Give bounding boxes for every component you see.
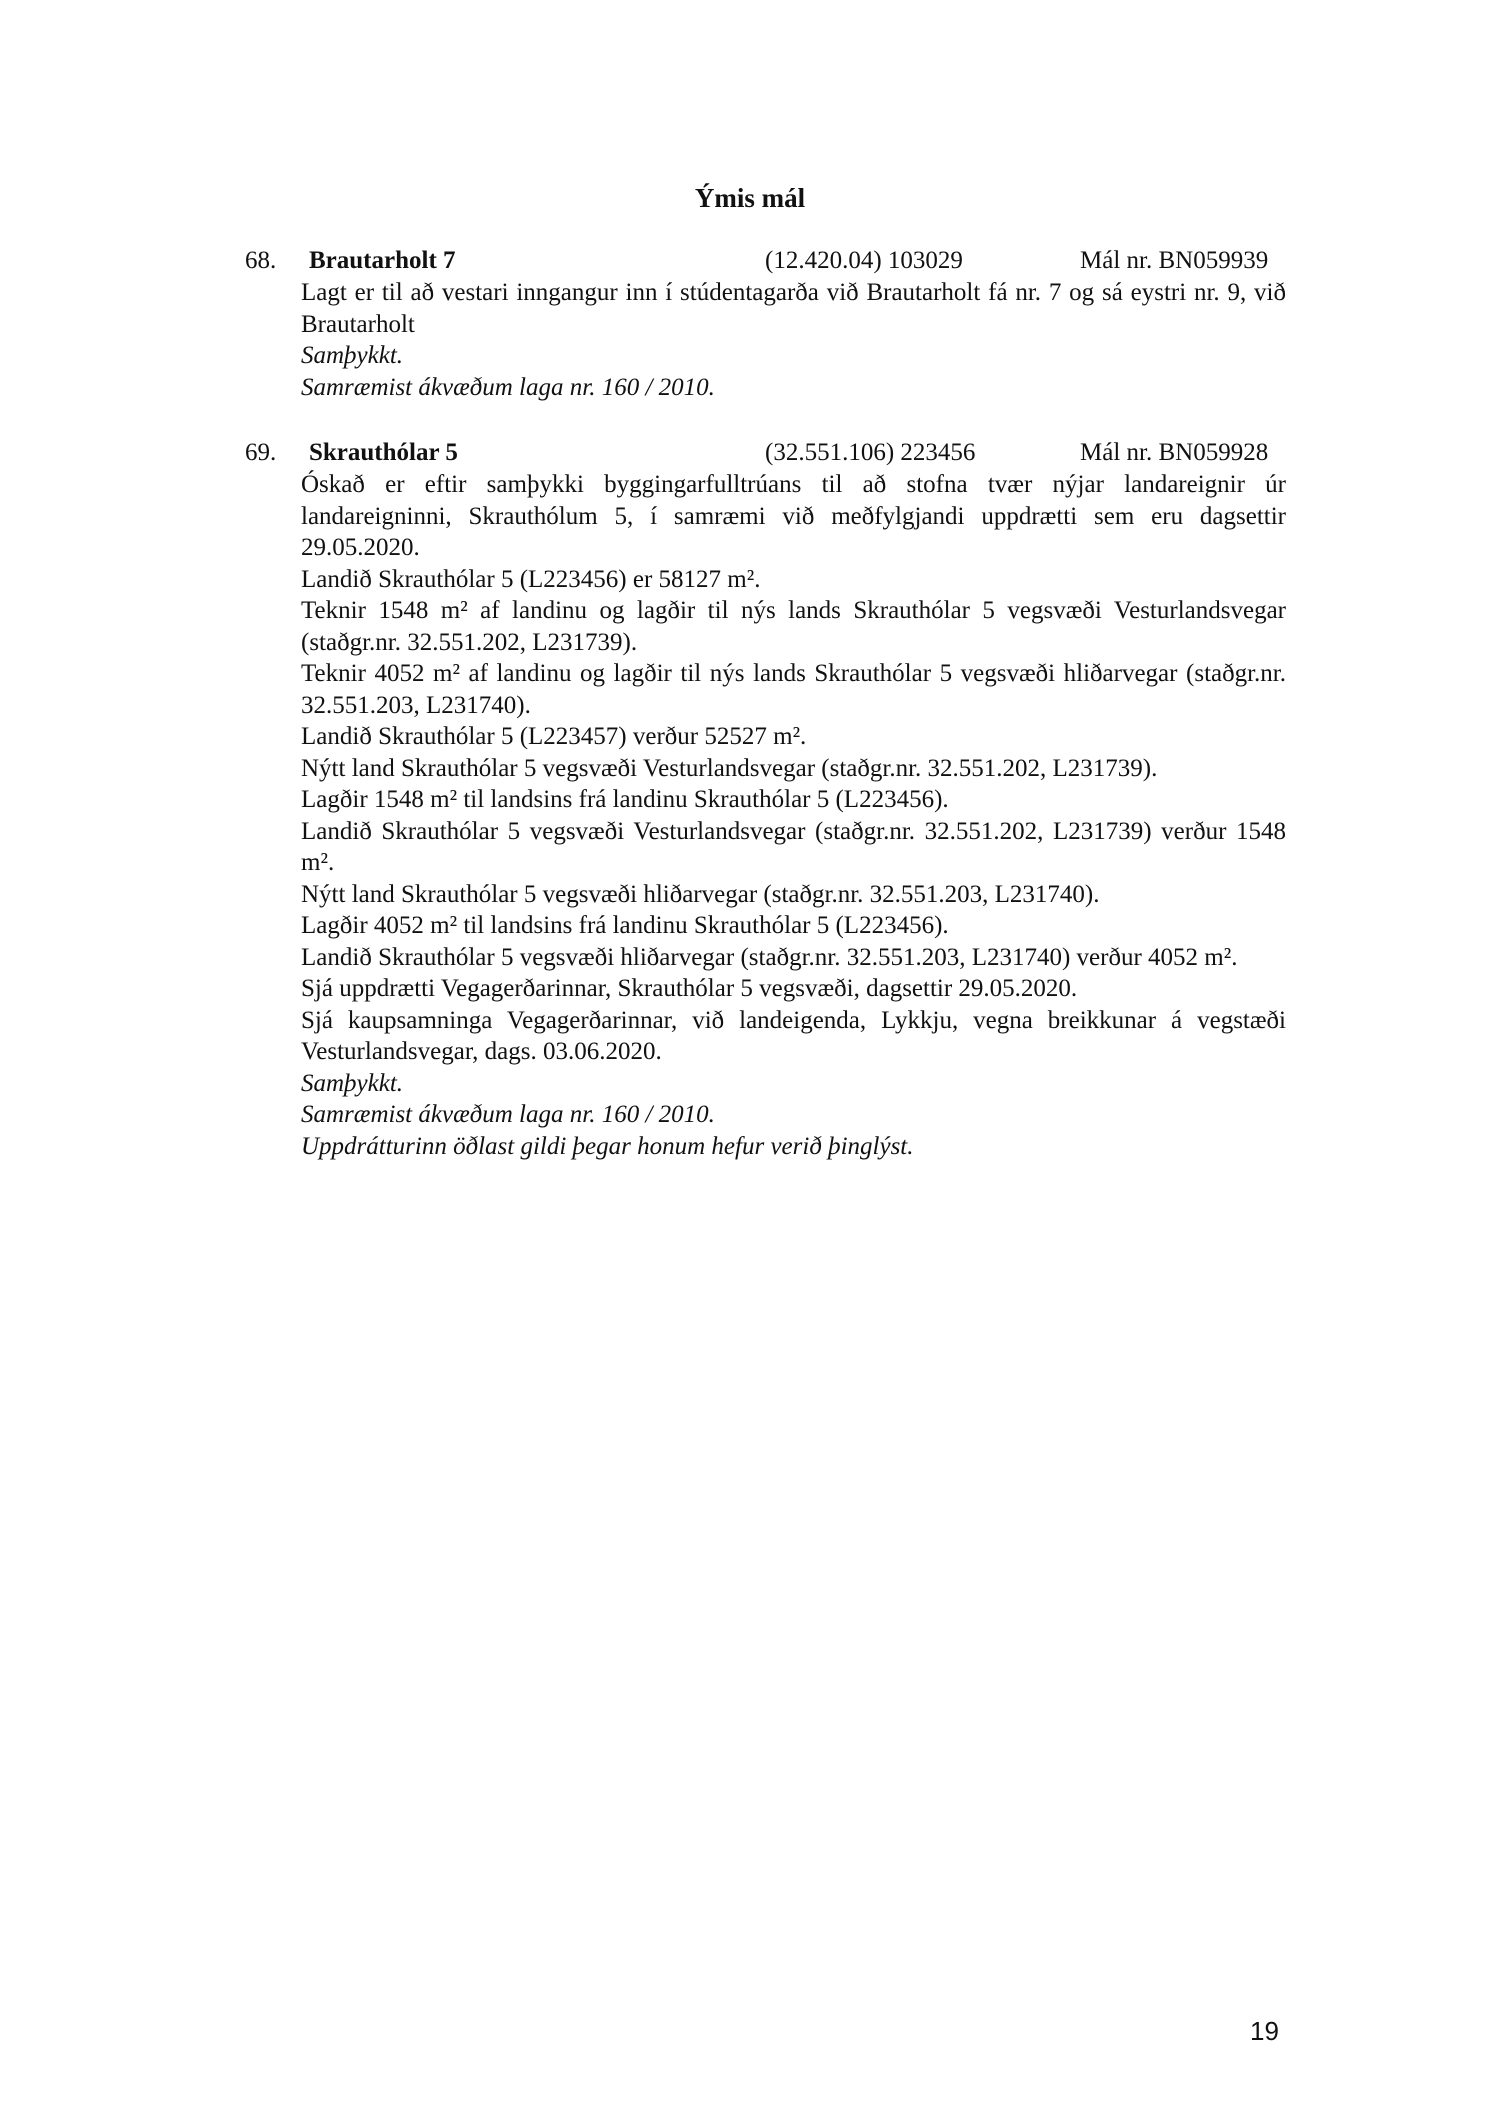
- case-header: [245, 245, 1285, 277]
- case-paragraph: Sjá uppdrætti Vegagerðarinnar, Skrauthólar 5 vegsvæði, dagsettir 29.05.2020.: [301, 975, 1078, 1002]
- case-note: Samræmist ákvæðum laga nr. 160 / 2010.: [301, 373, 715, 401]
- case-paragraph: Teknir 4052 m² af landinu og lagðir til nýs lands Skrauthólar 5 vegsvæði hliðarvegar (staðgr.nr. 32.551.203, L231740).: [301, 660, 1286, 719]
- case-paragraph: Nýtt land Skrauthólar 5 vegsvæði hliðarvegar (staðgr.nr. 32.551.203, L231740).: [301, 880, 1100, 908]
- case-paragraph: Landið Skrauthólar 5 vegsvæði hliðarvegar (staðgr.nr. 32.551.203, L231740) verður 4052 m².: [301, 943, 1238, 971]
- case-decision: Samþykkt.: [301, 1069, 404, 1097]
- case-paragraph: Lagðir 4052 m² til landsins frá landinu Skrauthólar 5 (L223456).: [301, 912, 949, 939]
- section-title: Ýmis mál: [694, 183, 806, 213]
- case-paragraph: Landið Skrauthólar 5 (L223456) er 58127 m².: [301, 565, 761, 593]
- case-paragraph: Óskað er eftir samþykki byggingarfulltrúans til að stofna tvær nýjar landareignir úr landareigninni, Skrauthólum 5, í samræmi við meðfylgjandi uppdrætti sem eru dagsettir 29.05.2020.: [301, 471, 1286, 561]
- case-paragraph: Sjá kaupsamninga Vegagerðarinnar, við landeigenda, Lykkju, vegna breikkunar á vegstæði Vesturlandsvegar, dags. 03.06.2020.: [301, 1006, 1286, 1065]
- case-number: 68.: [245, 247, 277, 274]
- case-paragraph: Lagt er til að vestari inngangur inn í stúdentagarða við Brautarholt fá nr. 7 og sá eystri nr. 9, við Brautarholt: [301, 279, 1286, 338]
- case-paragraph: Landið Skrauthólar 5 vegsvæði Vesturlandsvegar (staðgr.nr. 32.551.202, L231739) verður 1548 m².: [301, 817, 1286, 876]
- case-paragraph: Landið Skrauthólar 5 (L223457) verður 52527 m².: [301, 723, 807, 750]
- case-item: [245, 437, 1285, 1162]
- case-number: 69.: [245, 439, 277, 466]
- page-number: 19: [1250, 2016, 1279, 2046]
- case-paragraph: Teknir 1548 m² af landinu og lagðir til nýs lands Skrauthólar 5 vegsvæði Vesturlandsvegar (staðgr.nr. 32.551.202, L231739).: [301, 597, 1286, 656]
- case-paragraph: Lagðir 1548 m² til landsins frá landinu Skrauthólar 5 (L223456).: [301, 786, 949, 813]
- case-address: Skrauthólar 5: [309, 439, 458, 466]
- case-header: [245, 437, 1285, 469]
- case-reference: Mál nr. BN059939: [1080, 247, 1269, 274]
- case-decision: Samþykkt.: [301, 342, 404, 369]
- case-land-id: (32.551.106) 223456: [765, 439, 976, 466]
- case-item: [245, 245, 1285, 403]
- case-reference: Mál nr. BN059928: [1080, 439, 1269, 466]
- case-paragraph: Nýtt land Skrauthólar 5 vegsvæði Vesturlandsvegar (staðgr.nr. 32.551.202, L231739).: [301, 754, 1158, 782]
- case-note: Samræmist ákvæðum laga nr. 160 / 2010.: [301, 1101, 715, 1128]
- case-note: Uppdrátturinn öðlast gildi þegar honum hefur verið þinglýst.: [301, 1132, 914, 1160]
- case-address: Brautarholt 7: [309, 247, 456, 274]
- case-land-id: (12.420.04) 103029: [765, 247, 963, 274]
- case-body: [301, 277, 1286, 403]
- case-body: [301, 469, 1286, 1162]
